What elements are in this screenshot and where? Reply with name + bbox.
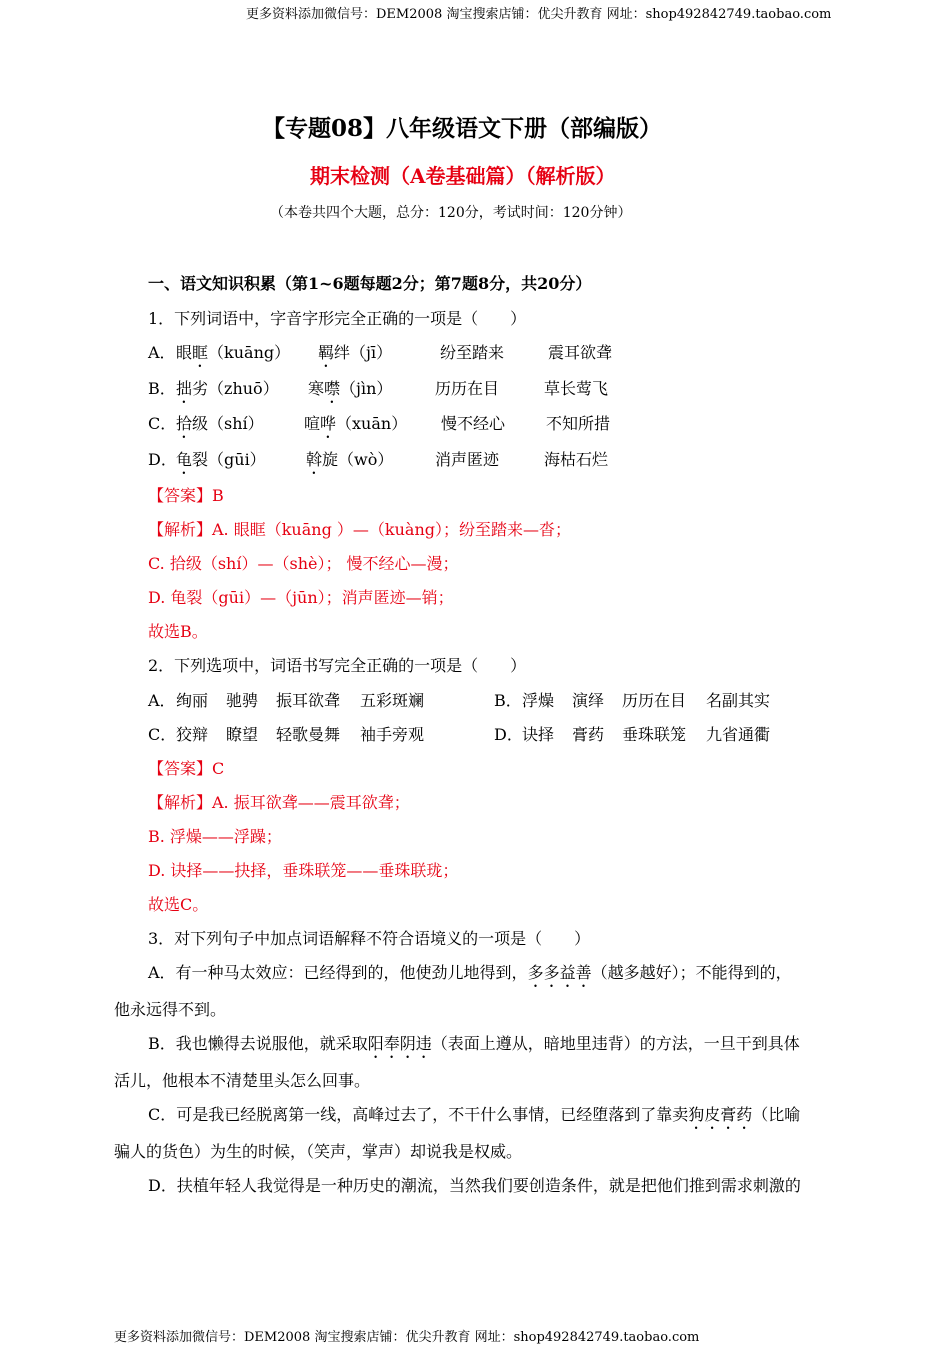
option-word-3: 消声匿迹 xyxy=(435,450,500,469)
page-header: 更多资料添加微信号：DEM2008 淘宝搜索店铺：优尖升教育 网址：shop492842749.taobao.com xyxy=(246,7,832,22)
question-1-stem: 1．下列词语中，字音字形完全正确的一项是（ ） xyxy=(148,309,527,328)
option-word: 诀择 xyxy=(522,725,555,744)
page-title: 【专题08】八年级语文下册（部编版） xyxy=(262,115,663,142)
option-word-1: 拾级（shí） xyxy=(176,414,264,433)
option-word-4: 震耳欲聋 xyxy=(548,343,613,362)
option-word-3: 历历在目 xyxy=(435,379,500,398)
page-subtitle: 期末检测（A卷基础篇）（解析版） xyxy=(310,164,616,188)
q3-option-b: B．我也懒得去说服他，就采取阳奉阴违（表面上遵从，暗地里违背）的方法，一旦干到具体 xyxy=(148,1034,800,1053)
q1-analysis-line: 故选B。 xyxy=(148,622,208,641)
option-word: 浮燥 xyxy=(522,691,555,710)
option-word-3: 纷至踏来 xyxy=(440,343,505,362)
q3-option-a: A．有一种马太效应：已经得到的，他使劲儿地得到，多多益善（越多越好）；不能得到的， xyxy=(148,963,792,982)
q1-answer: 【答案】B xyxy=(148,486,224,505)
question-3-stem: 3．对下列句子中加点词语解释不符合语境义的一项是（ ） xyxy=(148,929,591,948)
option-label: B． xyxy=(494,691,522,710)
q2-answer: 【答案】C xyxy=(148,759,225,778)
option-word-1: 拙劣（zhuō） xyxy=(176,379,279,398)
option-word-2: 寒噤（jìn） xyxy=(308,379,393,398)
option-word: 历历在目 xyxy=(622,691,687,710)
q3-option-c: C．可是我已经脱离第一线，高峰过去了，不干什么事情，已经堕落到了靠卖狗皮膏药（比喻 xyxy=(148,1105,801,1124)
option-word-4: 海枯石烂 xyxy=(544,450,609,469)
option-word-4: 不知所措 xyxy=(546,414,611,433)
option-word-2: 羁绊（jī） xyxy=(318,343,393,362)
option-label: A． xyxy=(148,691,176,710)
option-word-1: 眼眶（kuāng） xyxy=(176,343,291,362)
option-word: 演绎 xyxy=(572,691,605,710)
option-word-2: 斡旋（wò） xyxy=(306,450,394,469)
option-word: 袖手旁观 xyxy=(360,725,425,744)
option-label: B． xyxy=(148,379,176,398)
q1-analysis-line: 【解析】A. 眼眶（kuāng ）—（kuàng）；纷至踏来—沓； xyxy=(148,520,571,539)
q2-analysis-line: D. 诀择——抉择，垂珠联笼——垂珠联珑； xyxy=(148,861,459,880)
option-label: C． xyxy=(148,414,177,433)
option-word: 狡辩 xyxy=(176,725,209,744)
option-word: 振耳欲聋 xyxy=(276,691,341,710)
option-label: D． xyxy=(148,450,177,469)
option-word-4: 草长莺飞 xyxy=(544,379,609,398)
q3-option-c-cont: 骗人的货色）为生的时候，（笑声，掌声）却说我是权威。 xyxy=(114,1142,523,1161)
option-word-1: 龟裂（gūi） xyxy=(176,450,266,469)
q2-analysis-line: 故选C。 xyxy=(148,895,209,914)
option-label: A． xyxy=(148,343,176,362)
option-word-3: 慢不经心 xyxy=(441,414,506,433)
option-word: 名副其实 xyxy=(706,691,771,710)
option-label: D． xyxy=(494,725,523,744)
q3-option-a-cont: 他永远得不到。 xyxy=(114,1000,227,1019)
question-2-stem: 2．下列选项中，词语书写完全正确的一项是（ ） xyxy=(148,656,527,675)
emphasized-phrase: 狗皮膏药 xyxy=(688,1105,753,1124)
q2-analysis-line: B. 浮燥——浮躁； xyxy=(148,827,282,846)
page-footer: 更多资料添加微信号：DEM2008 淘宝搜索店铺：优尖升教育 网址：shop492842749.taobao.com xyxy=(114,1330,700,1345)
option-word-2: 喧哗（xuān） xyxy=(304,414,408,433)
q1-analysis-line: C. 拾级（shí）—（shè）； 慢不经心—漫； xyxy=(148,554,459,573)
option-word: 膏药 xyxy=(572,725,605,744)
option-word: 五彩斑斓 xyxy=(360,691,425,710)
option-word: 绚丽 xyxy=(176,691,209,710)
q1-analysis-line: D. 龟裂（gūi）—（jūn）；消声匿迹—销； xyxy=(148,588,454,607)
exam-note: （本卷共四个大题，总分：120分，考试时间：120分钟） xyxy=(270,205,632,221)
emphasized-phrase: 阳奉阴违 xyxy=(367,1034,432,1053)
option-word: 垂珠联笼 xyxy=(622,725,687,744)
option-word: 九省通衢 xyxy=(706,725,771,744)
option-word: 轻歌曼舞 xyxy=(276,725,341,744)
section-heading: 一、语文知识积累（第1~6题每题2分；第7题8分，共20分） xyxy=(148,274,592,293)
q3-option-d: D．扶植年轻人我觉得是一种历史的潮流，当然我们要创造条件，就是把他们推到需求刺激的 xyxy=(148,1176,801,1195)
option-word: 驰骋 xyxy=(226,691,259,710)
q3-option-b-cont: 活儿，他根本不清楚里头怎么回事。 xyxy=(114,1071,371,1090)
emphasized-phrase: 多多益善 xyxy=(527,963,592,982)
q2-analysis-line: 【解析】A. 振耳欲聋——震耳欲聋； xyxy=(148,793,410,812)
option-word: 瞭望 xyxy=(226,725,259,744)
option-label: C． xyxy=(148,725,177,744)
